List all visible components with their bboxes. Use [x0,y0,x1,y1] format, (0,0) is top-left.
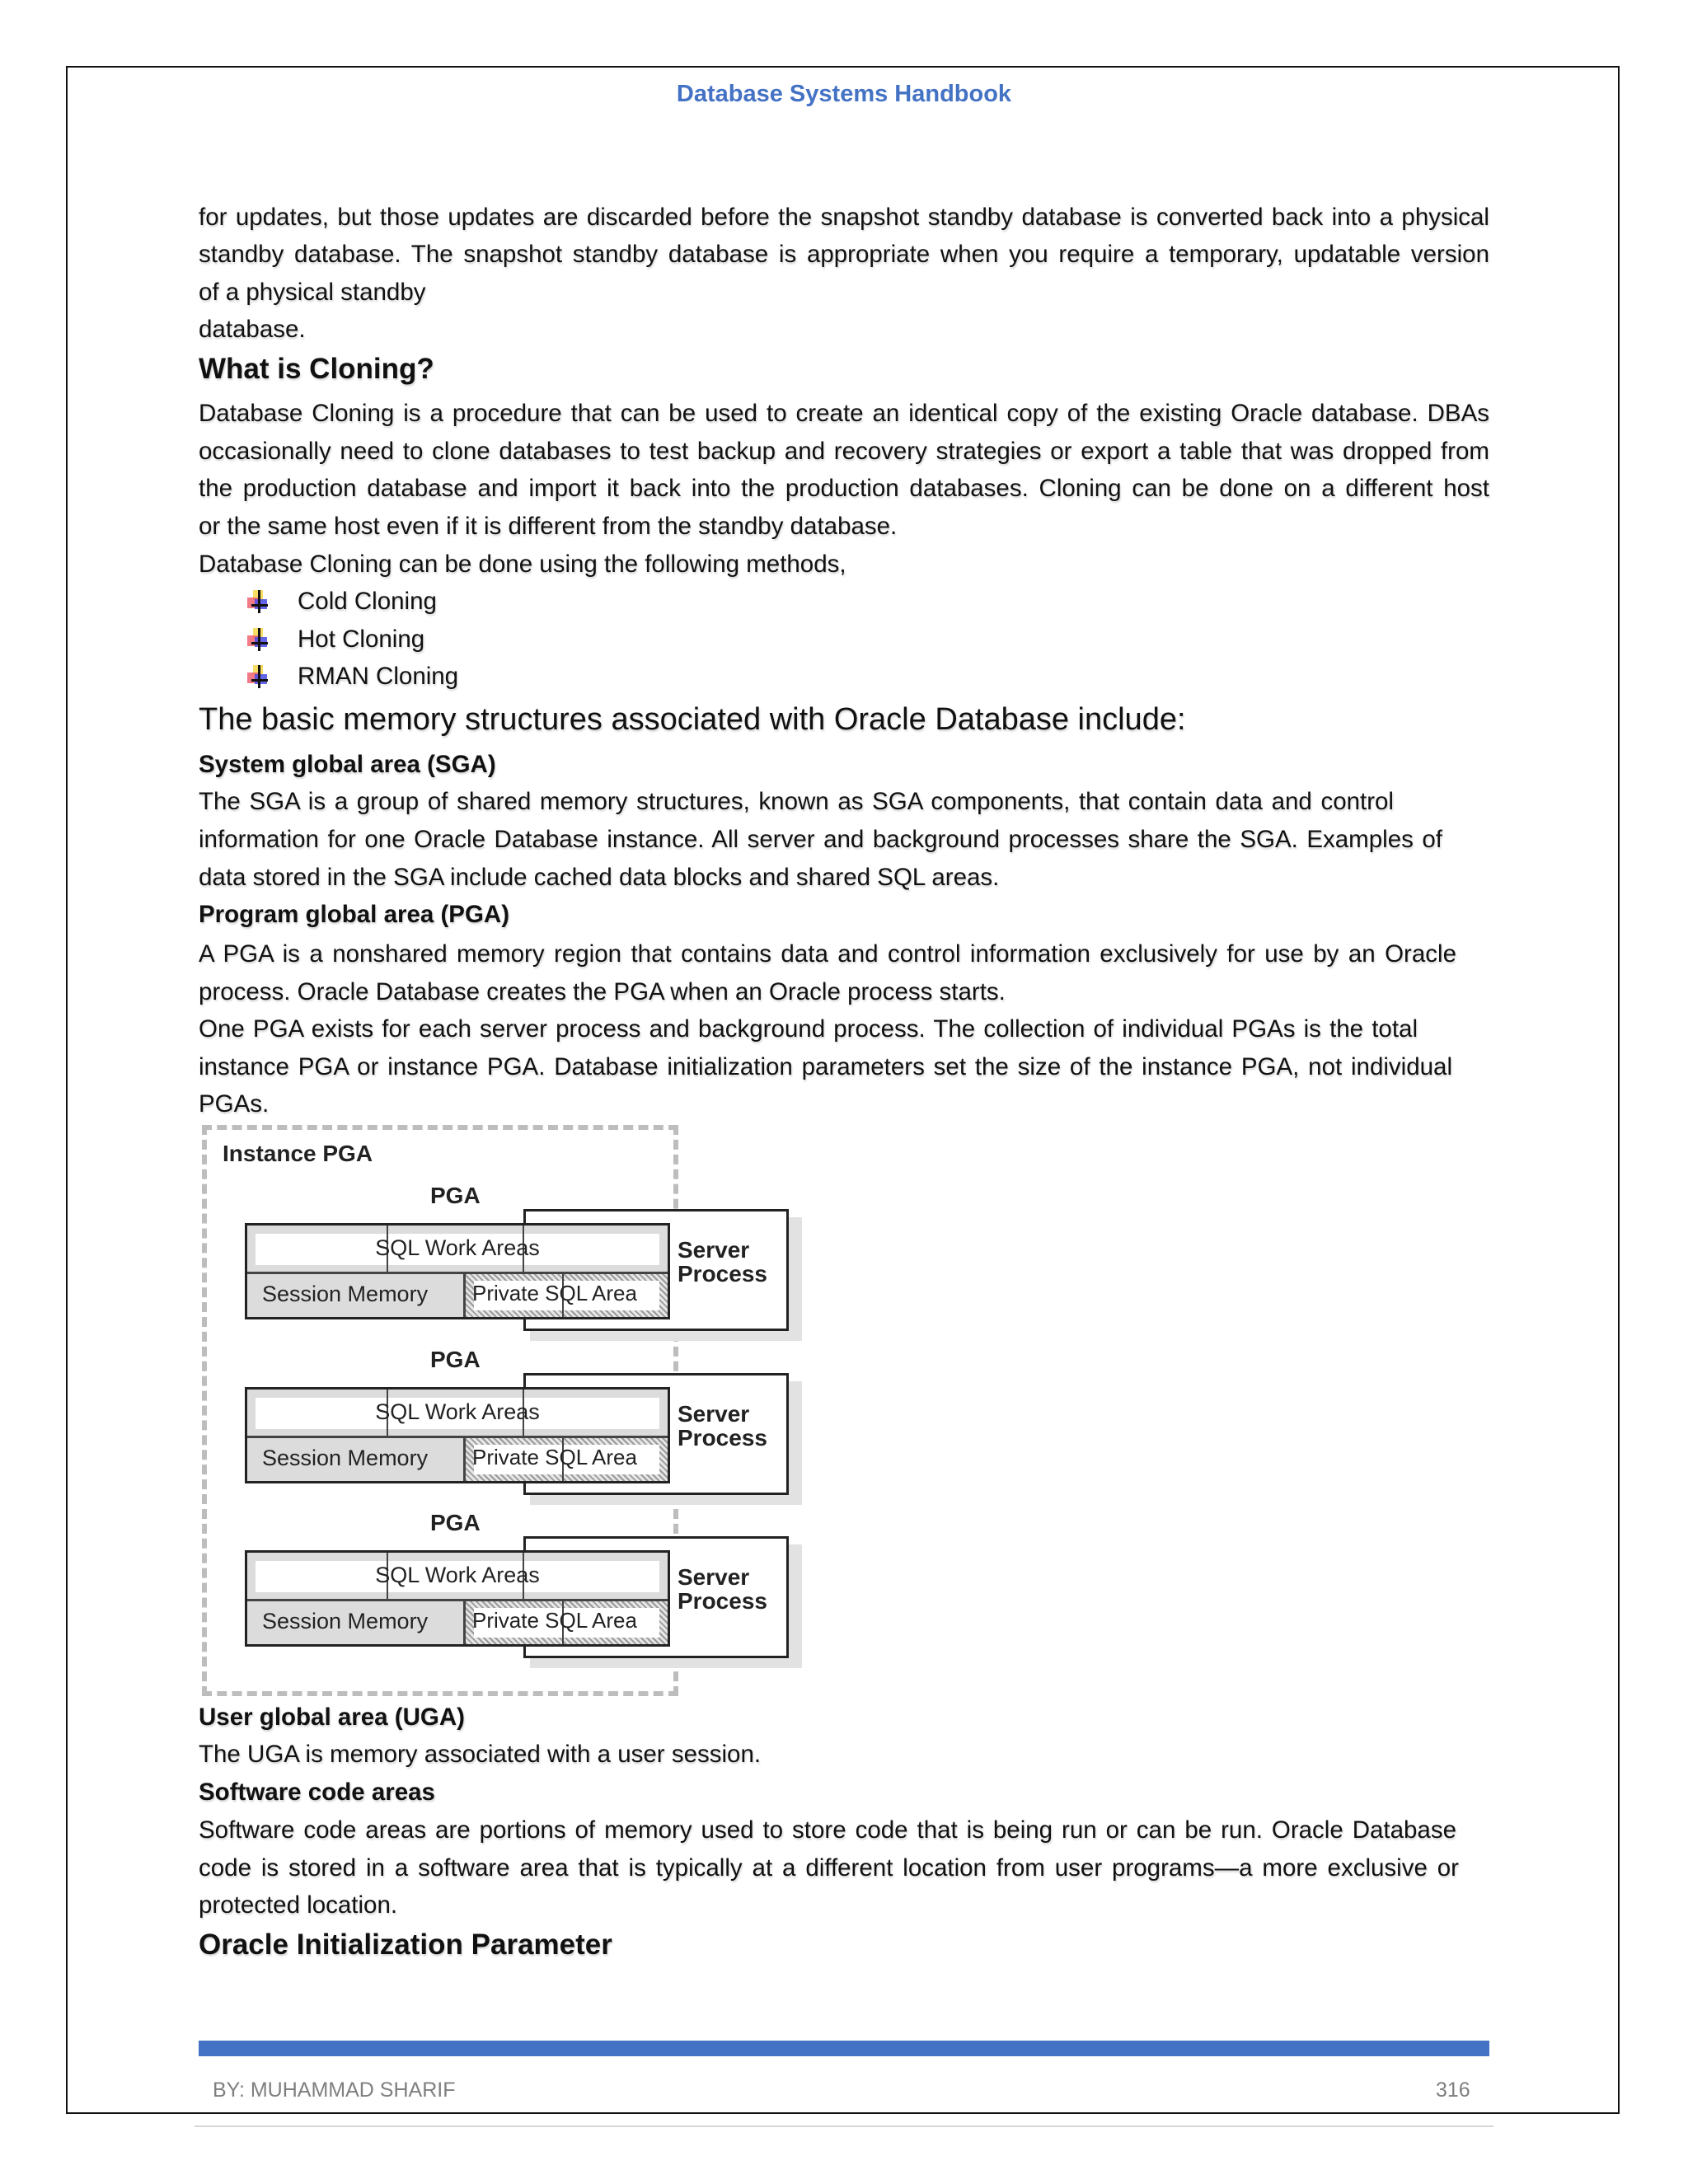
pga-line-1: A PGA is a nonshared memory region that contains data and control information exclusively for use by an Oracle [199,940,1456,968]
sql-work-areas-label: SQL Work Areas [375,1399,540,1424]
next-section-heading: Oracle Initialization Parameter [199,1929,612,1961]
pga-label: PGA [430,1347,481,1372]
pga-block [198,1347,808,1505]
memory-heading: The basic memory structures associated with Oracle Database include: [199,702,1186,737]
list-item: Cold Cloning [298,588,437,615]
pga-line-4: instance PGA or instance PGA. Database initialization parameters set the size of the instance PGA, not individual [199,1053,1452,1080]
session-memory-label: Session Memory [262,1609,429,1633]
list-item: Hot Cloning [298,626,425,653]
instance-pga-label: Instance PGA [223,1141,373,1166]
session-memory-label: Session Memory [262,1446,429,1470]
pga-box [245,1387,670,1483]
pga-box [245,1550,670,1647]
server-process-label: Server Process [678,1564,767,1614]
private-sql-area-label: Private SQL Area [472,1608,637,1633]
intro-line-3: of a physical standby [199,279,426,306]
server-process-label: Server Process [678,1401,767,1451]
software-title: Software code areas [199,1779,435,1806]
sga-line-2: information for one Oracle Database instance. All server and background processes share the SGA. Examples of [199,826,1442,853]
pga-line-5: PGAs. [199,1090,270,1118]
quad-arrow-bullet-icon [247,628,270,651]
pga-block [198,1510,808,1668]
footer-accent-bar [199,2041,1489,2056]
pga-line-3: One PGA exists for each server process and background process. The collection of individual PGAs is the total [199,1015,1418,1043]
page-number: 316 [1436,2079,1470,2102]
cloning-methods-intro: Database Cloning can be done using the following methods, [199,551,846,578]
software-line-2: code is stored in a software area that is typically at a different location from user programs—a more exclusive or [199,1854,1459,1882]
sql-work-areas-label: SQL Work Areas [375,1563,540,1587]
pga-block [198,1183,808,1341]
cloning-heading: What is Cloning? [199,353,434,385]
cloning-line-3: the production database and import it back into the production databases. Cloning can be done on a different host [199,475,1489,502]
pga-label: PGA [430,1183,481,1208]
software-line-1: Software code areas are portions of memory used to store code that is being run or can be run. Oracle Database [199,1816,1456,1844]
sga-title: System global area (SGA) [199,751,496,778]
intro-line-1: for updates, but those updates are discarded before the snapshot standby database is converted back into a physical [199,204,1489,231]
pga-label: PGA [430,1510,481,1535]
server-process-label: Server Process [678,1237,767,1286]
quad-arrow-bullet-icon [247,590,270,613]
quad-arrow-bullet-icon [247,665,270,688]
instance-pga-diagram [198,1122,808,1699]
sql-work-areas-label: SQL Work Areas [375,1235,540,1260]
sga-line-3: data stored in the SGA include cached data blocks and shared SQL areas. [199,864,1000,891]
intro-line-2: standby database. The snapshot standby database is appropriate when you require a temporary, updatable version [199,241,1489,268]
footer-author: BY: MUHAMMAD SHARIF [213,2079,456,2102]
list-item: RMAN Cloning [298,663,459,690]
private-sql-area-label: Private SQL Area [472,1445,637,1469]
intro-line-4: database. [199,316,306,343]
software-line-3: protected location. [199,1891,398,1919]
pga-line-2: process. Oracle Database creates the PGA when an Oracle process starts. [199,978,1006,1005]
pga-box [245,1223,670,1319]
pga-title: Program global area (PGA) [199,901,510,928]
sga-line-1: The SGA is a group of shared memory structures, known as SGA components, that contain data and control [199,788,1394,815]
page-bottom-divider [195,2125,1493,2127]
session-memory-label: Session Memory [262,1282,429,1306]
cloning-line-4: or the same host even if it is different from the standby database. [199,513,898,540]
running-header-title: Database Systems Handbook [676,81,1012,107]
cloning-line-1: Database Cloning is a procedure that can be used to create an identical copy of the existing Oracle database. DBAs [199,400,1489,427]
cloning-line-2: occasionally need to clone databases to test backup and recovery strategies or export a table that was dropped from [199,438,1489,465]
private-sql-area-label: Private SQL Area [472,1281,637,1305]
uga-title: User global area (UGA) [199,1704,465,1731]
uga-line-1: The UGA is memory associated with a user session. [199,1741,762,1768]
